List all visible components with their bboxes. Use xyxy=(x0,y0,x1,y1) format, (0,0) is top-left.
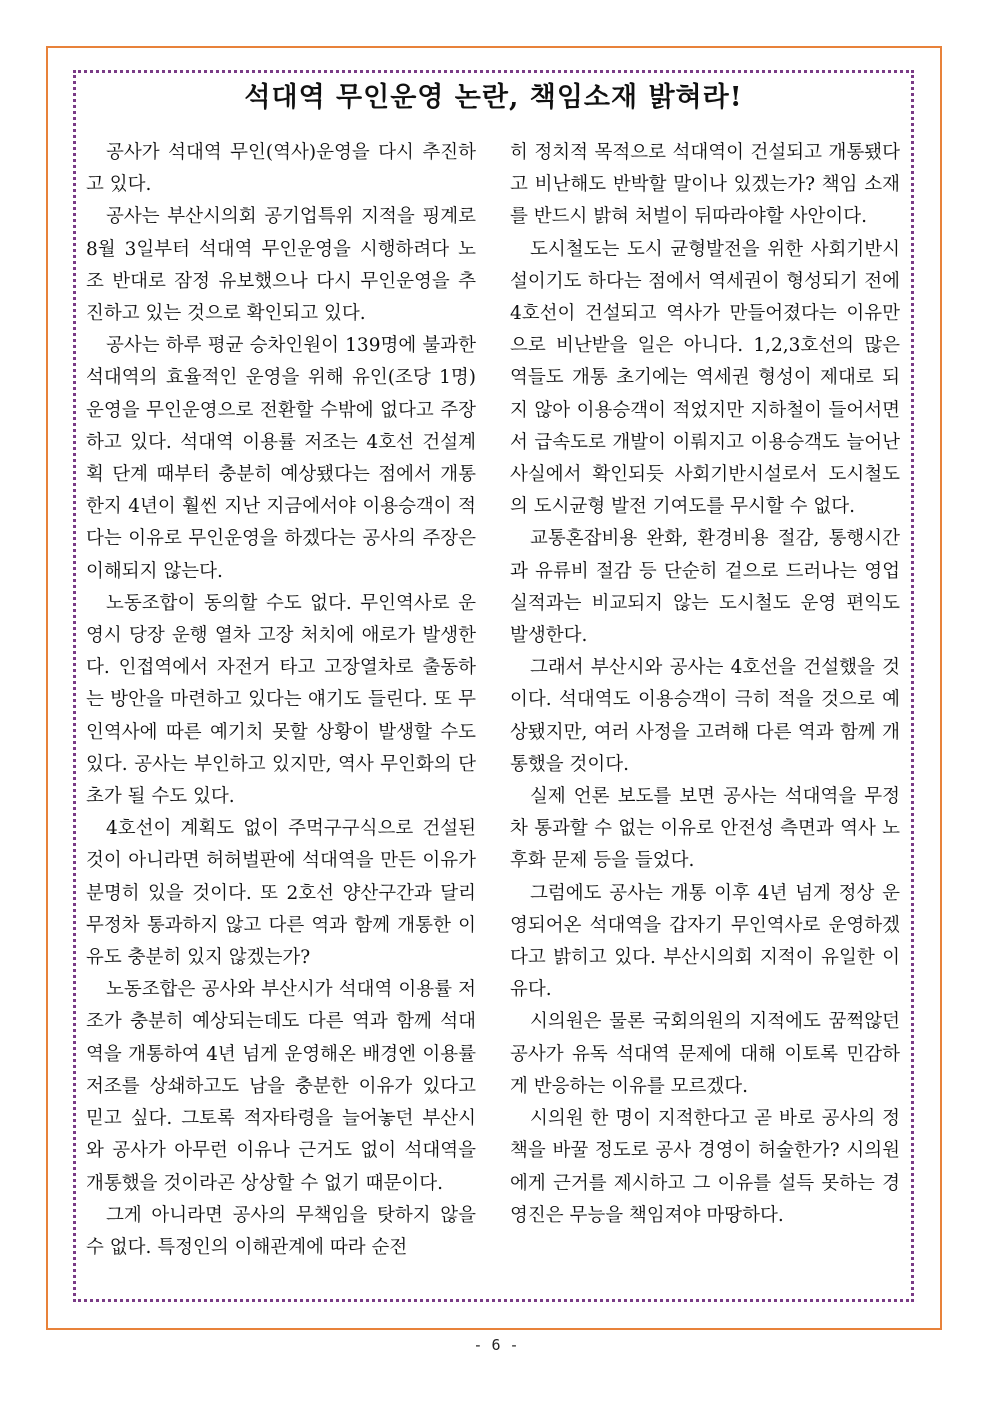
paragraph: 시의원은 물론 국회의원의 지적에도 꿈쩍않던 공사가 유독 석대역 문제에 대해 이토록 민감하게 반응하는 이유를 모르겠다. xyxy=(510,1011,900,1097)
paragraph: 도시철도는 도시 균형발전을 위한 사회기반시설이기도 하다는 점에서 역세권이 형성되기 전에 4호선이 건설되고 역사가 만들어졌다는 이유만으로 비난받을 일은 아니다. 1,2,3호선의 많은 역들도 개통 초기에는 역세권 형성이 제대로 되지 않아 이용승객이 적었지만 지하철이 들어서면서 급속도로 개발이 이뤄지고 이용승객도 늘어난 사실에서 확인되듯 사회기반시설로서 도시철도의 도시균형 발전 기여도를 무시할 수 없다. xyxy=(510,238,900,518)
paragraph: 교통혼잡비용 완화, 환경비용 절감, 통행시간과 유류비 절감 등 단순히 겉으로 드러나는 영업 실적과는 비교되지 않는 도시철도 운영 편익도 발생한다. xyxy=(510,528,900,647)
paragraph: 공사는 부산시의회 공기업특위 지적을 핑계로 8월 3일부터 석대역 무인운영을 시행하려다 노조 반대로 잠정 유보했으나 다시 무인운영을 추진하고 있는 것으로 확인되고 있다. xyxy=(86,206,476,325)
article-title: 석대역 무인운영 논란, 책임소재 밝혀라! xyxy=(244,82,743,113)
paragraph: 그래서 부산시와 공사는 4호선을 건설했을 것이다. 석대역도 이용승객이 극히 적을 것으로 예상됐지만, 여러 사정을 고려해 다른 역과 함께 개통했을 것이다. xyxy=(510,657,900,775)
paragraph: 노동조합이 동의할 수도 없다. 무인역사로 운영시 당장 운행 열차 고장 처치에 애로가 발생한다. 인접역에서 자전거 타고 고장열차로 출동하는 방안을 마련하고 있다는 얘기도 들린다. 또 무인역사에 따른 예기치 못할 상황이 발생할 수도 있다. 공사는 부인하고 있지만, 역사 무인화의 단초가 될 수도 있다. xyxy=(86,592,476,808)
right-column xyxy=(510,137,900,1232)
page-number: - 6 - xyxy=(473,1336,519,1354)
paragraph: 4호선이 계획도 없이 주먹구구식으로 건설된 것이 아니라면 허허벌판에 석대역을 만든 이유가 분명히 있을 것이다. 또 2호선 양산구간과 달리 무정차 통과하지 않고 다른 역과 함께 개통한 이유도 충분히 있지 않겠는가? xyxy=(86,818,476,969)
left-column xyxy=(86,137,476,1264)
paragraph: 실제 언론 보도를 보면 공사는 석대역을 무정차 통과할 수 없는 이유로 안전성 측면과 역사 노후화 문제 등을 들었다. xyxy=(510,786,900,872)
paragraph: 노동조합은 공사와 부산시가 석대역 이용률 저조가 충분히 예상되는데도 다른 역과 함께 석대역을 개통하여 4년 넘게 운영해온 배경엔 이용률 저조를 상쇄하고도 남을 충분한 이유가 있다고 믿고 싶다. 그토록 적자타령을 늘어놓던 부산시와 공사가 아무런 이유나 근거도 없이 석대역을 개통했을 것이라곤 상상할 수 없기 때문이다. xyxy=(86,979,476,1194)
paragraph: 그게 아니라면 공사의 무책임을 탓하지 않을 수 없다. 특정인의 이해관계에 따라 순전 xyxy=(86,1204,476,1258)
paragraph: 시의원 한 명이 지적한다고 곧 바로 공사의 정책을 바꿀 정도로 공사 경영이 허술한가? 시의원에게 근거를 제시하고 그 이유를 설득 못하는 경영진은 무능을 책임져야 마땅하다. xyxy=(510,1108,900,1226)
paragraph: 그럼에도 공사는 개통 이후 4년 넘게 정상 운영되어온 석대역을 갑자기 무인역사로 운영하겠다고 밝히고 있다. 부산시의회 지적이 유일한 이유다. xyxy=(510,882,900,1001)
paragraph: 공사가 석대역 무인(역사)운영을 다시 추진하고 있다. xyxy=(86,142,476,196)
paragraph-continued: 히 정치적 목적으로 석대역이 건설되고 개통됐다고 비난해도 반박할 말이나 있겠는가? 책임 소재를 반드시 밝혀 처벌이 뒤따라야할 사안이다. xyxy=(510,142,900,228)
paragraph: 공사는 하루 평균 승차인원이 139명에 불과한 석대역의 효율적인 운영을 위해 유인(조당 1명) 운영을 무인운영으로 전환할 수밖에 없다고 주장하고 있다. 석대역 이용률 저조는 4호선 건설계획 단계 때부터 충분히 예상됐다는 점에서 개통한지 4년이 훨씬 지난 지금에서야 이용승객이 적다는 이유로 무인운영을 하겠다는 공사의 주장은 이해되지 않는다. xyxy=(86,335,476,582)
